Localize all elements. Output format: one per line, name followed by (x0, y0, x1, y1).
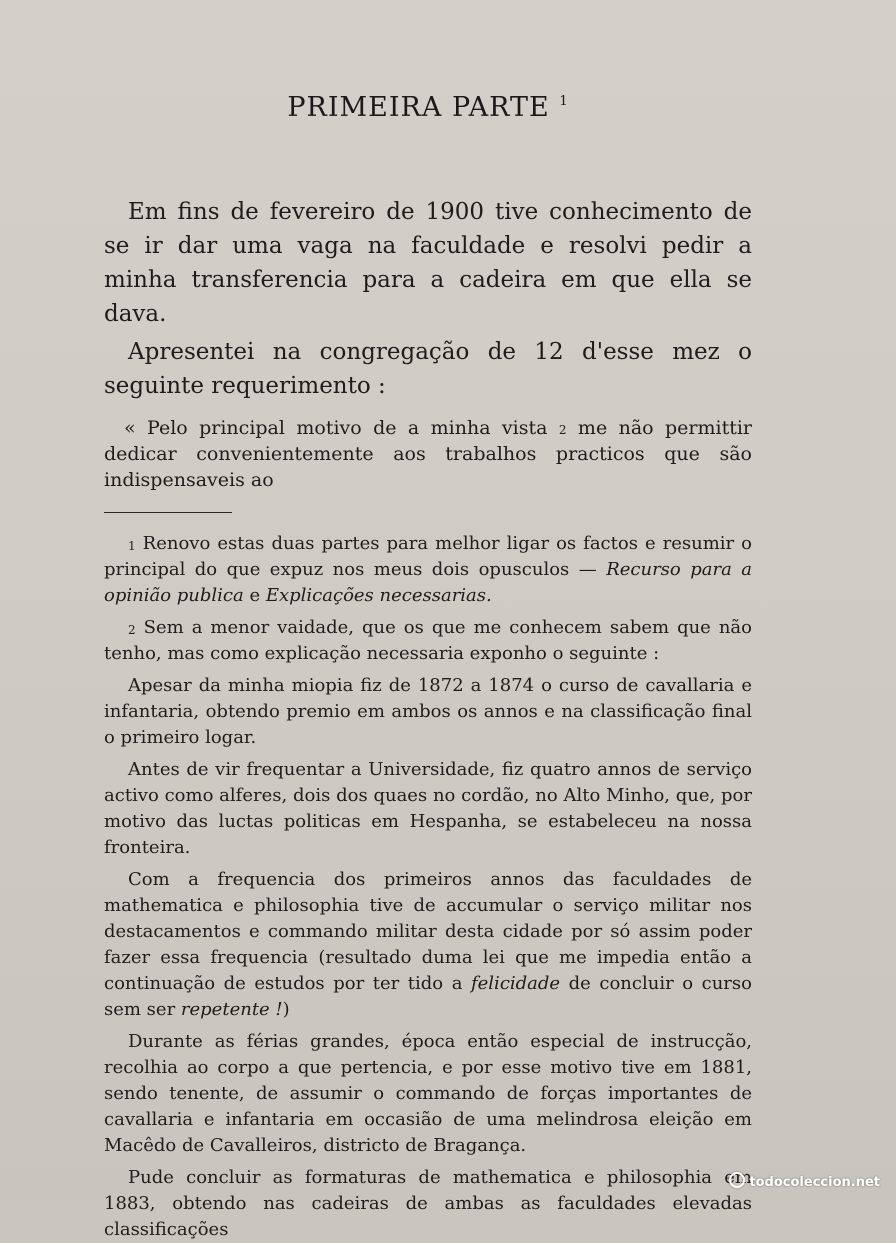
footnote-1-mark: 1 (128, 539, 136, 553)
footnote-1 (104, 531, 752, 609)
footnote-2 (104, 615, 752, 667)
footnote-paragraph-4: Antes de vir frequentar a Universidade, fiz quatro annos de serviço activo como alferes, dois dos quaes no cordão, no Alto Minho, que, por motivo das luctas politicas em Hespanha, se estabeleceu na nossa fronteira. (104, 759, 752, 858)
page-title (104, 92, 752, 123)
footnote-1-text: Renovo estas duas partes para melhor ligar os factos e resumir o principal do que expuz nos meus dois opusculos — (104, 533, 752, 580)
main-text (104, 195, 752, 403)
title-text: PRIMEIRA PARTE (287, 92, 550, 123)
quote-footnote-ref: 2 (558, 423, 567, 437)
footnote-5-end: ) (282, 999, 290, 1020)
footnote-2-text: Sem a menor vaidade, que os que me conhecem sabem que não tenho, mas como explicação necessaria exponho o seguinte : (104, 617, 752, 664)
footnotes (104, 531, 752, 1243)
footnote-paragraph-3: Apesar da minha miopia fiz de 1872 a 1874 o curso de cavallaria e infantaria, obtendo premio em ambos os annos e na classificação final o primeiro logar. (104, 675, 752, 748)
paragraph-1: Em fins de fevereiro de 1900 tive conhecimento de se ir dar uma vaga na faculdade e resolvi pedir a minha transferencia para a cadeira em que ella se dava. (104, 199, 752, 327)
title-footnote-ref: 1 (559, 94, 569, 109)
quote-part-a: « Pelo principal motivo de a minha vista (124, 417, 548, 439)
footnote-1-conjunction: e (243, 585, 266, 606)
paragraph-2: Apresentei na congregação de 12 d'esse mez o seguinte requerimento : (104, 339, 752, 399)
footnote-1-title-1: Recurso para a opinião publica (104, 559, 752, 606)
footnote-5-italic-2: repetente ! (180, 999, 283, 1020)
footnote-divider (104, 512, 232, 513)
footnote-5-italic-1: felicidade (470, 973, 561, 994)
quoted-request (104, 415, 752, 493)
footnote-paragraph-6: Durante as férias grandes, época então especial de instrucção, recolhia ao corpo a que pertencia, e por esse motivo tive em 1881, sendo tenente, de assumir o commando de forças importantes de cavallaria e infantaria em occasião de uma melindrosa eleição em Macêdo de Cavalleiros, districto de Bragança. (104, 1031, 752, 1156)
footnote-paragraph-5 (104, 867, 752, 1023)
watermark (729, 1172, 880, 1190)
page-content (104, 92, 752, 1243)
watermark-brand: todocoleccion (749, 1175, 851, 1190)
footnote-5-mid: de concluir o curso sem ser (104, 973, 752, 1020)
todocoleccion-logo-icon (729, 1172, 745, 1188)
footnote-1-title-2: Explicações necessarias. (265, 585, 492, 606)
footnote-5-text: Com a frequencia dos primeiros annos das faculdades de mathematica e philosophia tive de accumular o serviço militar nos destacamentos e commando militar desta cidade por só assim poder fazer essa frequencia (resultado duma lei que me impedia então a continuação de estudos por ter tido a (104, 869, 752, 994)
watermark-domain: .net (850, 1175, 880, 1190)
footnote-2-mark: 2 (128, 623, 136, 637)
footnote-paragraph-7: Pude concluir as formaturas de mathematica e philosophia em 1883, obtendo nas cadeiras de ambas as faculdades elevadas classificações (104, 1167, 752, 1240)
quote-part-b: me não permittir dedicar convenientemente aos trabalhos practicos que são indispensaveis ao (104, 417, 752, 491)
